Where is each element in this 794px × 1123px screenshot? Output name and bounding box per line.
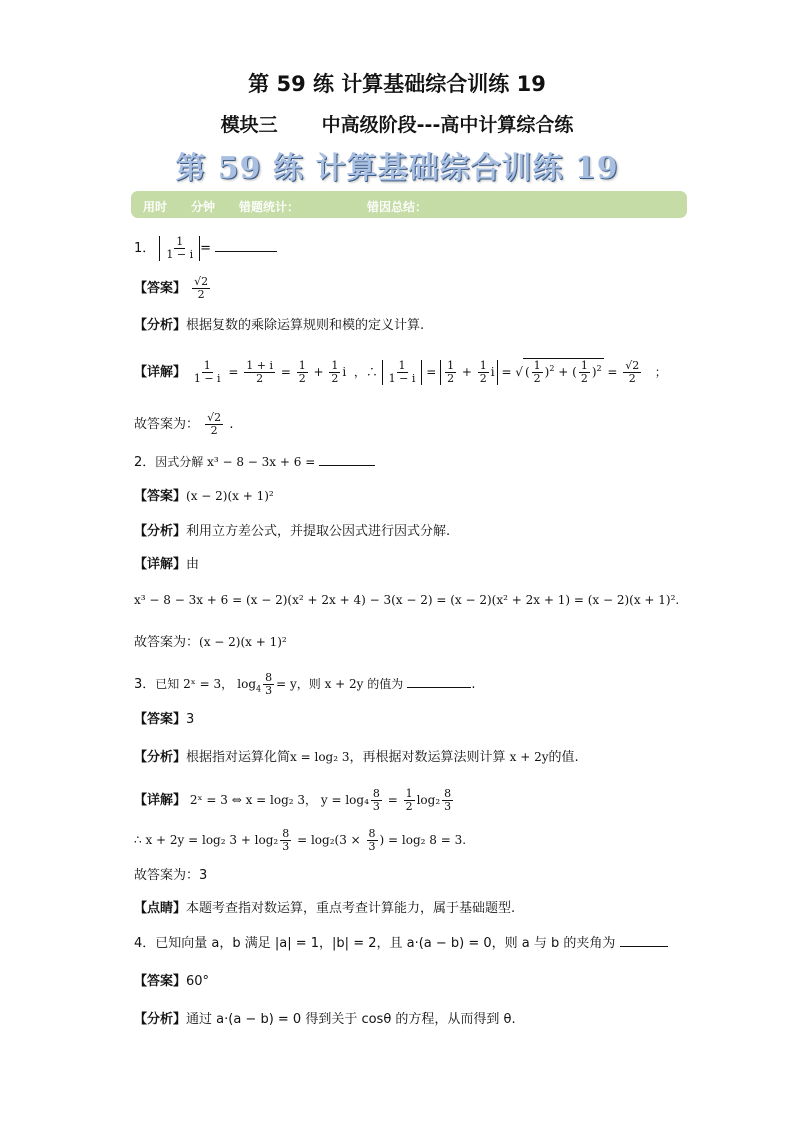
q4-blank xyxy=(620,946,668,947)
q2-stem-text: 因式分解 x³ − 8 − 3x + 6 = xyxy=(155,455,316,469)
q3-stem-b: = y，则 x + 2y 的值为 xyxy=(276,677,404,691)
q3-final-text: 3 xyxy=(199,868,208,883)
q4-analysis-text: 通过 a·(a − b) = 0 得到关于 cosθ 的方程，从而得到 θ. xyxy=(186,1012,516,1027)
detail-label: 【详解】 xyxy=(134,793,187,808)
time-label: 用时 xyxy=(143,200,168,214)
q4-stem xyxy=(134,934,668,954)
therefore-label: 故答案为： xyxy=(134,417,200,432)
q3-analysis-c: 的值. xyxy=(548,750,579,765)
therefore-label: 故答案为： xyxy=(134,635,200,650)
q1-stem xyxy=(134,236,277,261)
q3-final xyxy=(134,866,207,886)
comment-label: 【点睛】 xyxy=(134,901,187,916)
q4-answer-text: 60° xyxy=(186,974,210,989)
q2-answer-text: (x − 2)(x + 1)² xyxy=(186,489,274,503)
q2-detail-intro: 由 xyxy=(186,557,200,572)
module-subtitle xyxy=(0,110,794,137)
q3-stem: 3．已知 2ˣ = 3， $\log_4$ $\frac{8}{3}$ = y，则 x + 2y 的值为 . xyxy=(134,671,476,697)
q4-analysis xyxy=(134,1010,516,1030)
q2-final-text: (x − 2)(x + 1)² xyxy=(199,635,287,649)
q2-number: 2． xyxy=(134,455,156,470)
analysis-label: 【分析】 xyxy=(134,1012,187,1027)
q3-stem-end: . xyxy=(471,677,476,692)
module-label: 模块三 xyxy=(220,114,278,136)
q2-answer xyxy=(134,486,274,507)
q3-number: 3． xyxy=(134,677,156,692)
detail-label: 【详解】 xyxy=(134,557,187,572)
q3-stem-a: 已知 2ˣ = 3， xyxy=(155,677,234,691)
q1-answer-den: 2 xyxy=(197,288,205,301)
q2-final xyxy=(134,632,287,653)
detail-label: 【详解】 xyxy=(134,365,187,380)
analysis-label: 【分析】 xyxy=(134,318,187,333)
q3-blank xyxy=(407,687,471,688)
answer-label: 【答案】 xyxy=(134,712,187,727)
q3-answer-text: 3 xyxy=(186,712,195,727)
q3-line2-a: ∴ x + 2y = log₂ 3 + log₂ xyxy=(134,833,279,847)
q4-number: 4． xyxy=(134,936,156,951)
minute-label: 分钟 xyxy=(191,200,216,214)
q2-analysis-text: 利用立方差公式，并提取公因式进行因式分解. xyxy=(186,524,451,539)
q3-detail-b: y = log₄ xyxy=(320,793,369,807)
answer-label: 【答案】 xyxy=(134,489,187,504)
q1-eq: = xyxy=(200,241,212,256)
therefore-label: 故答案为： xyxy=(134,868,200,883)
error-summary-label: 错因总结： xyxy=(367,200,428,214)
q1-blank xyxy=(215,251,277,252)
q1-answer-num: √2 xyxy=(194,275,209,288)
page-title: 第 59 练 计算基础综合训练 19 xyxy=(248,72,546,96)
q3-analysis xyxy=(134,747,579,768)
q3-comment-text: 本题考查指对数运算，重点考查计算能力，属于基础题型. xyxy=(186,901,516,916)
banner-title: 第 59 练 计算基础综合训练 19 xyxy=(175,151,619,186)
stage-label: 中高级阶段---高中计算综合练 xyxy=(321,114,574,136)
q2-derivation xyxy=(134,590,679,610)
q2-derivation-text: x³ − 8 − 3x + 6 = (x − 2)(x² + 2x + 4) − 3(x − 2) = (x − 2)(x² + 2x + 1) = (x − 2)(x + 1)². xyxy=(134,593,680,607)
q2-blank xyxy=(319,465,375,466)
q3-analysis-b: ，再根据对数运算法则计算 xyxy=(349,750,506,765)
q1-abs: $\frac{1}{1 - i}$ xyxy=(159,236,200,261)
q1-detail: 【详解】 $\frac{1}{1 - i}$ = $\frac{1 + i}{2}$ = $\frac{1}{2}$ + $\frac{1}{2}$ i ，∴ $\frac{1}{1 - i}$ = $\frac{1}{2}$ + $\frac{1}{2}$ i = √ ( $\frac{1}{2}$ )$^2$ + ( $\frac{1}{2}$ )$^2$ = $\frac{√2}{2}$ ； xyxy=(134,359,667,385)
error-stats-label: 错题统计： xyxy=(239,200,300,214)
q2-detail xyxy=(134,555,199,575)
q1-final: 故答案为： $\frac{√2}{2}$ . xyxy=(134,411,234,437)
q3-detail-line2: ∴ x + 2y = log₂ 3 + log₂ $\frac{8}{3}$ = log₂(3 × $\frac{8}{3}$ ) = log₂ 8 = 3. xyxy=(134,827,467,853)
q3-line2-b: = log₂ xyxy=(297,833,335,847)
q1-final-tail: . xyxy=(229,417,234,432)
q1-answer xyxy=(134,276,212,301)
q2-analysis xyxy=(134,522,450,542)
q4-stem-text: 已知向量 a，b 满足 |a| = 1，|b| = 2，且 a·(a − b) = 0，则 a 与 b 的夹角为 xyxy=(155,936,616,951)
q3-analysis-math: x = log₂ 3 xyxy=(290,750,350,764)
q3-answer xyxy=(134,710,194,730)
q3-analysis-a: 根据指对运算化简 xyxy=(186,750,291,765)
q3-comment xyxy=(134,899,515,919)
analysis-label: 【分析】 xyxy=(134,524,187,539)
answer-label: 【答案】 xyxy=(134,974,187,989)
q3-detail-a: 2ˣ = 3 ⇔ x = log₂ 3， xyxy=(189,793,318,807)
q3-analysis-math2: x + 2y xyxy=(509,750,549,764)
q2-stem xyxy=(134,452,375,473)
info-bar xyxy=(131,191,687,218)
q4-answer xyxy=(134,972,209,992)
q3-detail: 【详解】 2ˣ = 3 ⇔ x = log₂ 3， y = log₄ $\frac{8}{3}$ = $\frac{1}{2}$ log₂ $\frac{8}{3}$ xyxy=(134,787,452,813)
q1-analysis-text: 根据复数的乘除运算规则和模的定义计算. xyxy=(186,318,425,333)
q3-detail-c: log₂ xyxy=(416,793,441,807)
analysis-label: 【分析】 xyxy=(134,750,187,765)
q1-number: 1． xyxy=(134,241,156,256)
q3-line2-c: = log₂ 8 = 3. xyxy=(388,833,467,847)
answer-label: 【答案】 xyxy=(134,281,187,296)
q1-analysis xyxy=(134,316,424,336)
